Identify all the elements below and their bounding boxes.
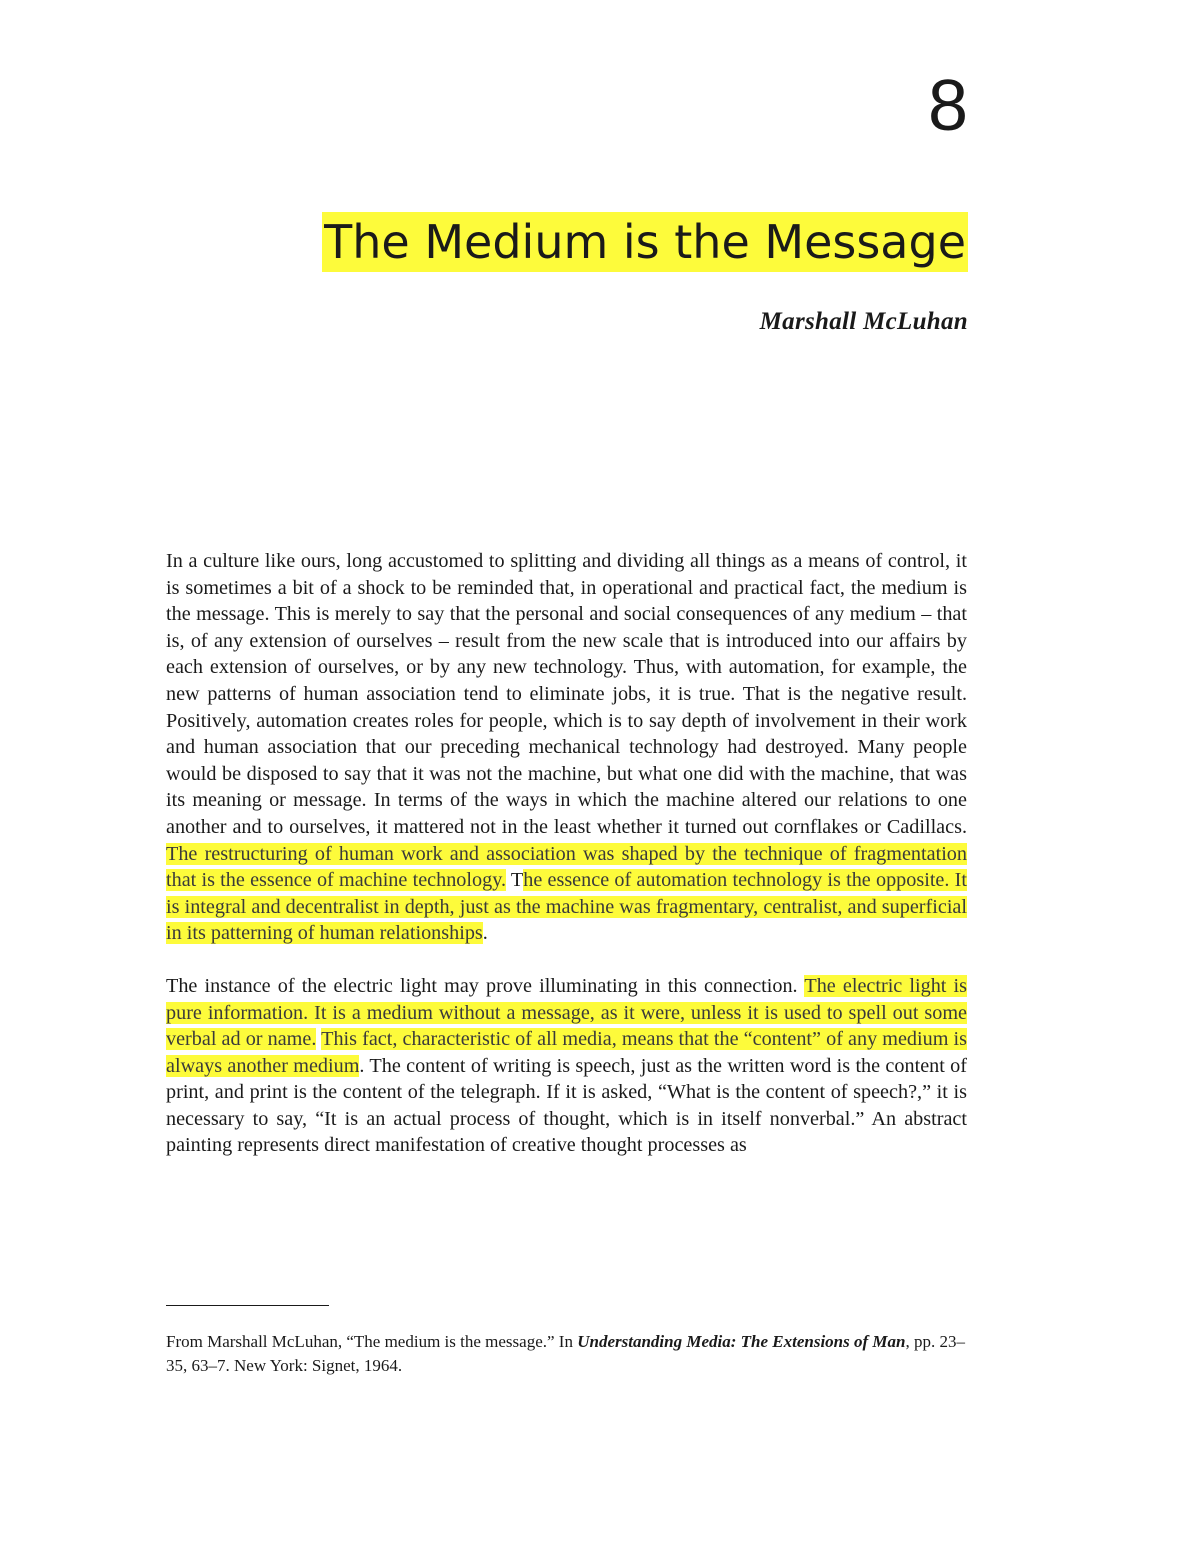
- paragraph-2: [166, 973, 967, 1159]
- text-segment: In a culture like ours, long accustomed to splitting and dividing all things as a means of control, it is sometimes a bit of a shock to be reminded that, in operational and practical fact, the medium is the message. This is merely to say that the personal and social consequences of any medium – that is, of any extension of ourselves – result from the new scale that is introduced into our affairs by each extension of ourselves, or by any new technology. Thus, with automation, for example, the new patterns of human association tend to eliminate jobs, it is true. That is the negative result. Positively, automation creates roles for people, which is to say depth of involvement in their work and human association that our preceding mechanical technology had destroyed. Many people would be disposed to say that it was not the machine, but what one did with the machine, that was its meaning or message. In terms of the ways in which the machine altered our relations to one another and to ourselves, it mattered not in the least whether it turned out cornflakes or Cadillacs.: [166, 550, 967, 838]
- highlighted-passage: he essence of automation technology is the opposite. It is integral and decentralist in depth, just as the machine was fragmentary, centralist, and superficial in its patterning of human relationships: [166, 869, 967, 945]
- highlighted-passage: The electric light is pure information. It is a medium without a message, as it were, unless it is used to spell out some verbal ad or name.: [166, 974, 967, 1051]
- footnote: [166, 1330, 967, 1378]
- highlighted-passage: This fact, characteristic of all media, means that the “content” of any medium is always another medium: [166, 1028, 967, 1077]
- chapter-title: The Medium is the Message: [322, 212, 968, 272]
- text-segment: . The content of writing is speech, just as the written word is the content of print, and print is the content of the telegraph. If it is asked, “What is the content of speech?,” it is necessary to say, “It is an actual process of thought, which is in itself nonverbal.” An abstract painting represents direct manifestation of creative thought processes as: [166, 1054, 967, 1157]
- chapter-number: 8: [927, 66, 968, 146]
- text-segment: The instance of the electric light may prove illuminating in this connection.: [166, 974, 805, 997]
- paragraph-1: [166, 548, 967, 947]
- footnote-suffix: , pp. 23–35, 63–7. New York: Signet, 1964.: [166, 1332, 965, 1375]
- text-segment: T: [506, 869, 524, 892]
- footnote-book-title: Understanding Media: The Extensions of Man: [577, 1332, 906, 1351]
- title-block: [322, 212, 968, 272]
- footnote-prefix: From Marshall McLuhan, “The medium is the message.” In: [166, 1332, 578, 1351]
- highlighted-passage: The restructuring of human work and association was shaped by the technique of fragmentation that is the essence of machine technology.: [166, 842, 967, 892]
- body-text: [166, 548, 967, 1159]
- author-name: Marshall McLuhan: [759, 308, 968, 335]
- text-segment: .: [482, 922, 488, 945]
- footnote-divider: [166, 1305, 329, 1306]
